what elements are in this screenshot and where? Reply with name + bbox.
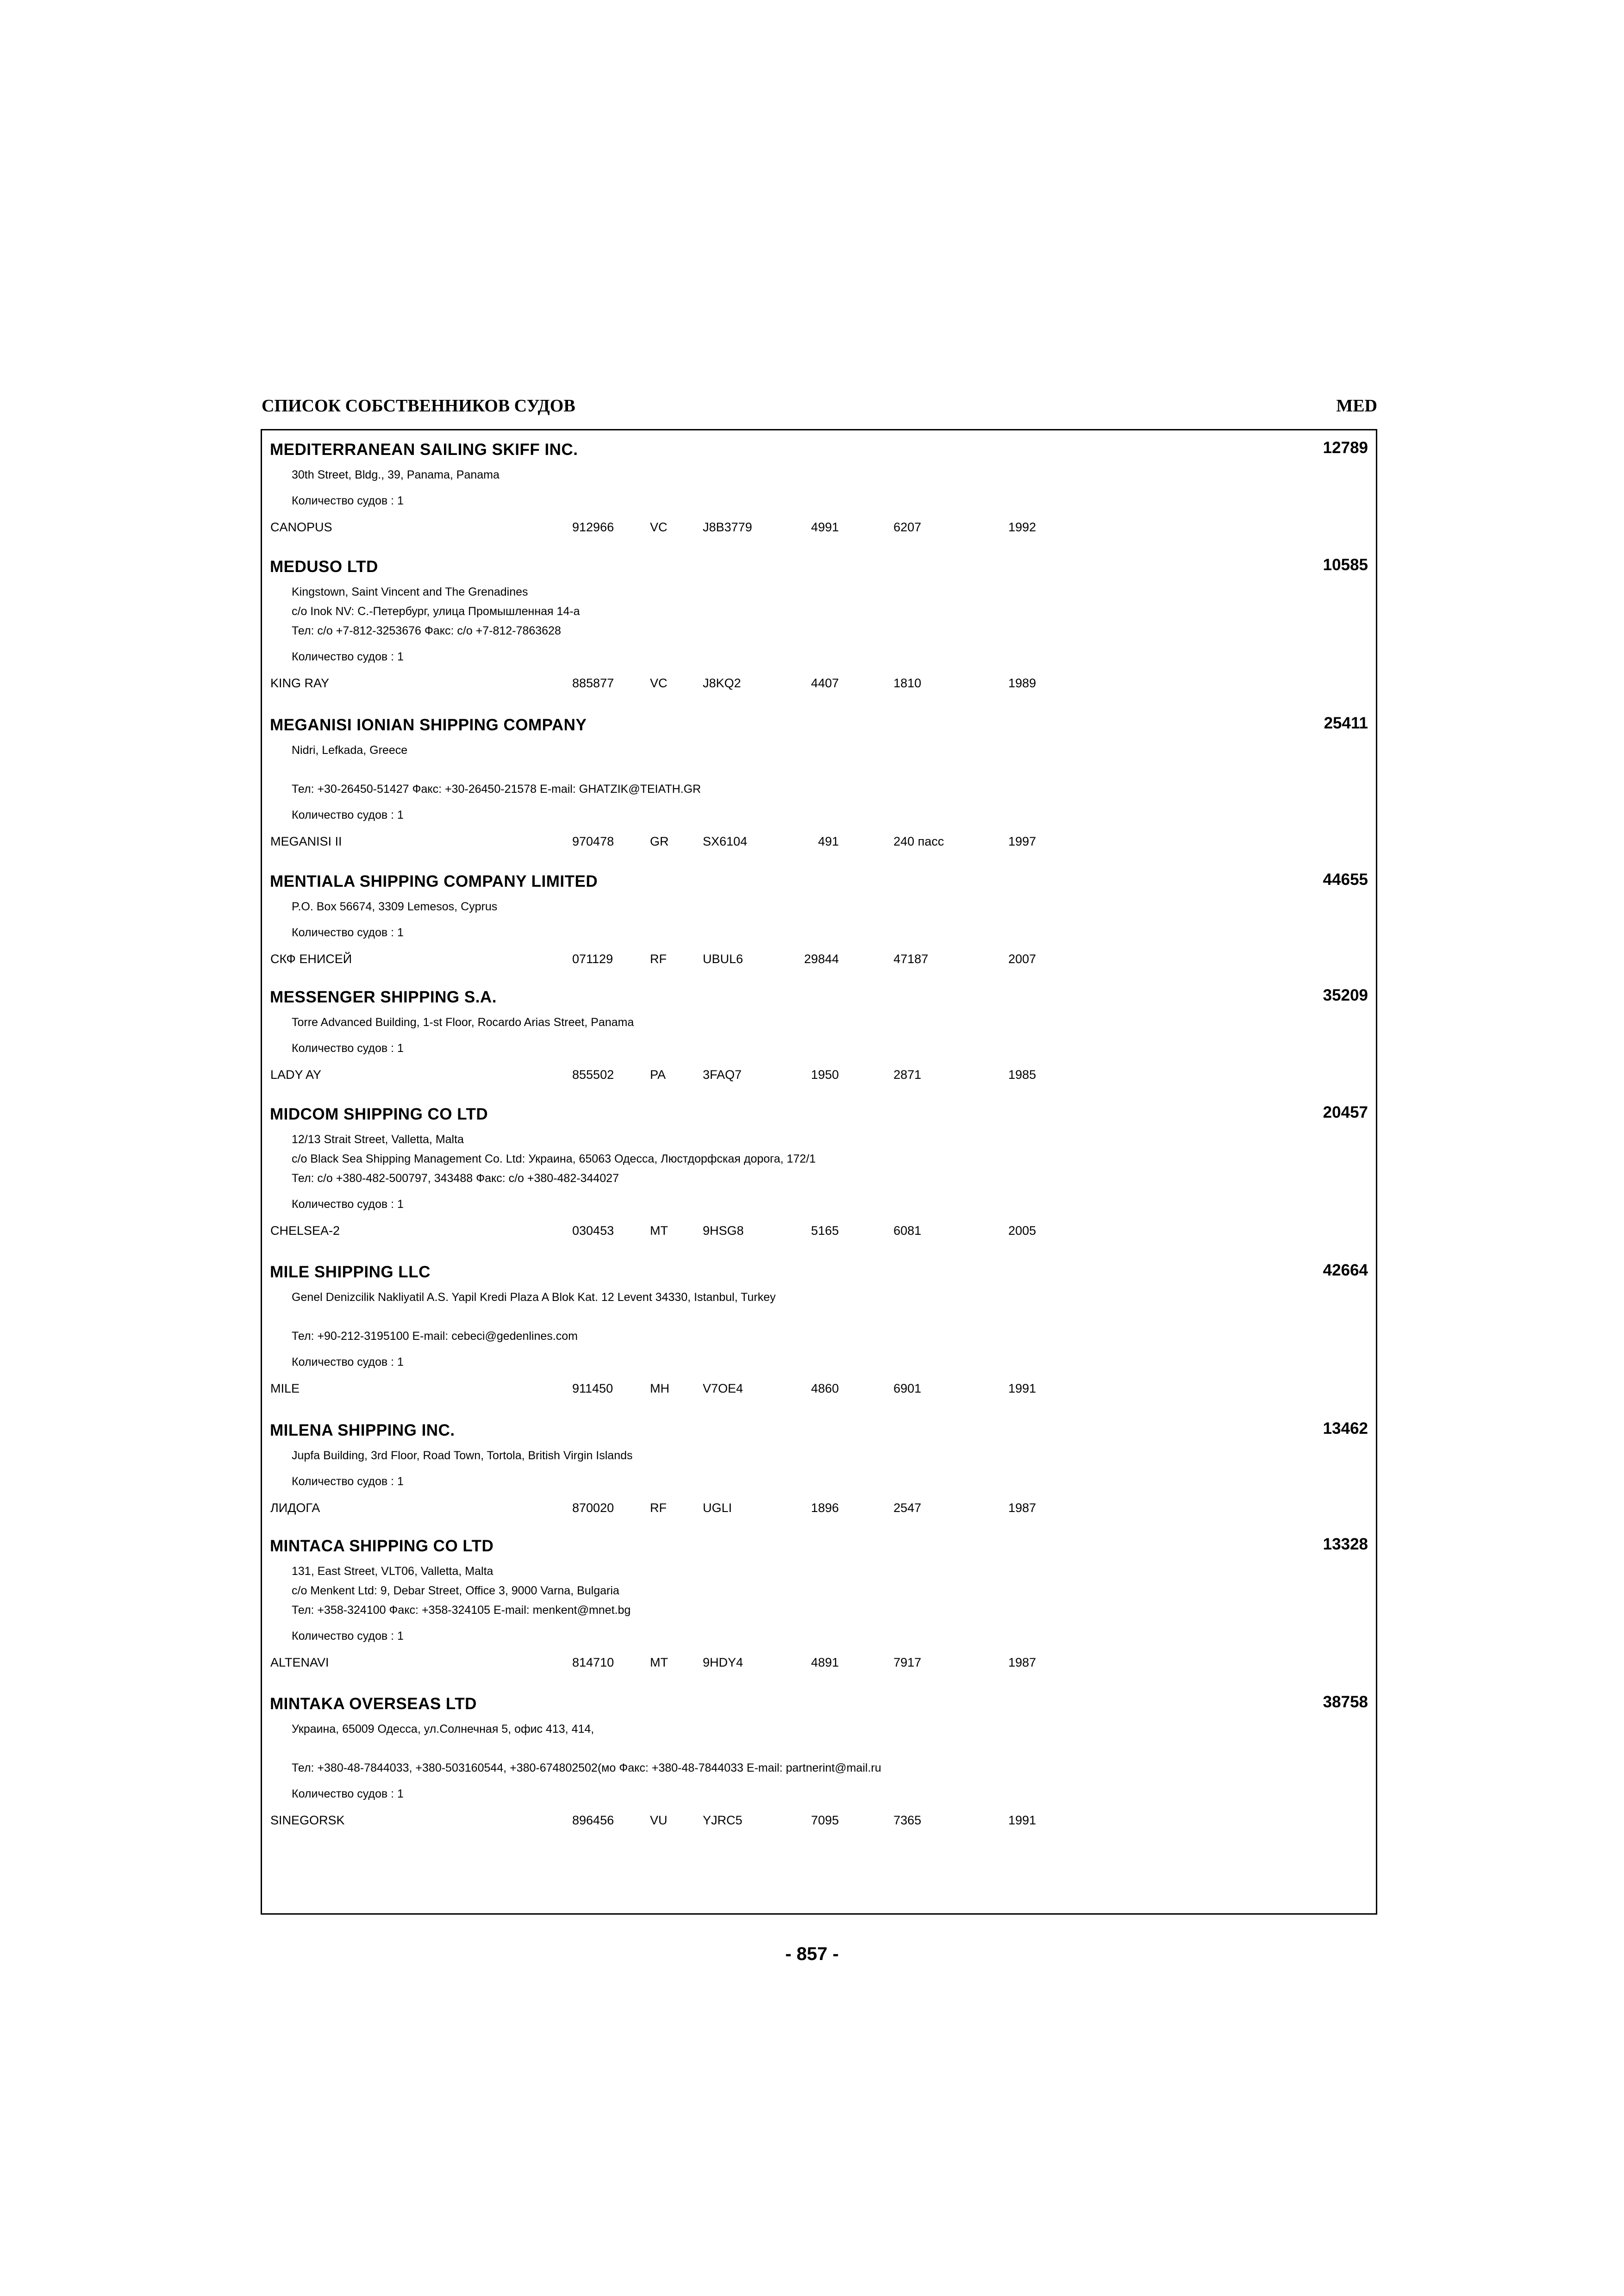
ship-build-year: 1985 — [1008, 1068, 1037, 1082]
section-code: MED — [1336, 396, 1377, 416]
company-name: MENTIALA SHIPPING COMPANY LIMITED — [270, 872, 598, 890]
ship-callsign: YJRC5 — [703, 1813, 743, 1827]
ship-imo: 814710 — [572, 1655, 614, 1669]
ship-flag: MT — [650, 1224, 668, 1238]
ship-gross-tonnage: 7095 — [811, 1813, 839, 1827]
address-line: 30th Street, Bldg., 39, Panama, Panama — [292, 468, 500, 481]
address-line: Тел: +380-48-7844033, +380-503160544, +380-674802502(мо Факс: +380-48-7844033 E-mail: partnerint@mail.ru — [292, 1761, 881, 1774]
ship-count: Количество судов : 1 — [292, 1042, 404, 1055]
ship-count: Количество судов : 1 — [292, 1356, 404, 1369]
ship-imo: 912966 — [572, 520, 614, 534]
ship-deadweight: 47187 — [893, 952, 929, 966]
registry-number: 42664 — [1323, 1261, 1368, 1279]
ship-imo: 870020 — [572, 1501, 614, 1515]
ship-flag: VC — [650, 676, 668, 690]
ship-deadweight: 240 пасс — [893, 834, 944, 848]
ship-gross-tonnage: 4991 — [811, 520, 839, 534]
ship-deadweight: 7917 — [893, 1655, 922, 1669]
ship-flag: GR — [650, 834, 669, 848]
address-line: Тел: +30-26450-51427 Факс: +30-26450-21578 E-mail: GHATZIK@TEIATH.GR — [292, 783, 701, 796]
ship-deadweight: 2871 — [893, 1068, 922, 1082]
ship-build-year: 1989 — [1008, 676, 1037, 690]
ship-name: ЛИДОГА — [270, 1501, 320, 1515]
address-line: c/o Menkent Ltd: 9, Debar Street, Office 3, 9000 Varna, Bulgaria — [292, 1584, 619, 1597]
ship-gross-tonnage: 5165 — [811, 1224, 839, 1238]
ship-flag: VC — [650, 520, 668, 534]
address-line: P.O. Box 56674, 3309 Lemesos, Cyprus — [292, 900, 498, 913]
ship-callsign: 9HDY4 — [703, 1655, 743, 1669]
ship-imo: 855502 — [572, 1068, 614, 1082]
address-line: Jupfa Building, 3rd Floor, Road Town, Tortola, British Virgin Islands — [292, 1449, 633, 1462]
ship-flag: MT — [650, 1655, 668, 1669]
ship-flag: MH — [650, 1381, 669, 1395]
ship-build-year: 2007 — [1008, 952, 1037, 966]
ship-gross-tonnage: 491 — [818, 834, 839, 848]
registry-number: 20457 — [1323, 1103, 1368, 1121]
ship-name: MILE — [270, 1381, 300, 1395]
ship-name: KING RAY — [270, 676, 330, 690]
ship-build-year: 1987 — [1008, 1501, 1037, 1515]
address-line: 131, East Street, VLT06, Valletta, Malta — [292, 1565, 493, 1578]
company-name: MILE SHIPPING LLC — [270, 1263, 431, 1281]
ship-imo: 885877 — [572, 676, 614, 690]
registry-number: 44655 — [1323, 871, 1368, 889]
ship-callsign: 3FAQ7 — [703, 1068, 742, 1082]
ship-deadweight: 2547 — [893, 1501, 922, 1515]
ship-imo: 071129 — [572, 952, 613, 966]
address-line: Тел: +358-324100 Факс: +358-324105 E-mail: menkent@mnet.bg — [292, 1604, 631, 1617]
registry-number: 12789 — [1323, 439, 1368, 457]
address-line: Nidri, Lefkada, Greece — [292, 744, 408, 757]
address-line: Украина, 65009 Одесса, ул.Солнечная 5, офис 413, 414, — [292, 1723, 594, 1736]
ship-count: Количество судов : 1 — [292, 926, 404, 939]
owner-entries — [262, 430, 1376, 1913]
ship-name: СКФ ЕНИСЕЙ — [270, 952, 352, 966]
ship-deadweight: 6901 — [893, 1381, 922, 1395]
ship-count: Количество судов : 1 — [292, 1787, 404, 1800]
ship-deadweight: 6207 — [893, 520, 922, 534]
ship-flag: RF — [650, 952, 667, 966]
ship-name: LADY AY — [270, 1068, 322, 1082]
registry-number: 13328 — [1323, 1535, 1368, 1553]
ship-count: Количество судов : 1 — [292, 809, 404, 821]
address-line: c/o Inok NV: С.-Петербург, улица Промышленная 14-а — [292, 605, 580, 618]
ship-callsign: UBUL6 — [703, 952, 743, 966]
address-line: Genel Denizcilik Nakliyatil A.S. Yapil Kredi Plaza A Blok Kat. 12 Levent 34330, Istanbul, Turkey — [292, 1291, 776, 1304]
ship-flag: PA — [650, 1068, 666, 1082]
ship-build-year: 1987 — [1008, 1655, 1037, 1669]
ship-build-year: 1991 — [1008, 1381, 1037, 1395]
ship-gross-tonnage: 4407 — [811, 676, 839, 690]
company-name: MILENA SHIPPING INC. — [270, 1421, 455, 1439]
ship-count: Количество судов : 1 — [292, 1630, 404, 1643]
ship-callsign: J8KQ2 — [703, 676, 741, 690]
ship-flag: VU — [650, 1813, 668, 1827]
ship-callsign: 9HSG8 — [703, 1224, 744, 1238]
ship-build-year: 1992 — [1008, 520, 1037, 534]
ship-callsign: SX6104 — [703, 834, 748, 848]
ship-gross-tonnage: 1896 — [811, 1501, 839, 1515]
address-line: Torre Advanced Building, 1-st Floor, Rocardo Arias Street, Panama — [292, 1016, 634, 1029]
registry-number: 10585 — [1323, 556, 1368, 574]
registry-number: 38758 — [1323, 1693, 1368, 1711]
ship-name: SINEGORSK — [270, 1813, 345, 1827]
ship-build-year: 2005 — [1008, 1224, 1037, 1238]
registry-number: 35209 — [1323, 986, 1368, 1004]
ship-callsign: J8B3779 — [703, 520, 752, 534]
address-line: Тел: +90-212-3195100 E-mail: cebeci@gedenlines.com — [292, 1330, 578, 1343]
address-line: c/o Black Sea Shipping Management Co. Ltd: Украина, 65063 Одесса, Люстдорфская дорога, 172/1 — [292, 1152, 816, 1165]
company-name: MEDUSO LTD — [270, 558, 378, 576]
page-header — [262, 396, 1377, 419]
ship-name: MEGANISI II — [270, 834, 342, 848]
ship-gross-tonnage: 4860 — [811, 1381, 839, 1395]
company-name: MESSENGER SHIPPING S.A. — [270, 988, 497, 1006]
ship-count: Количество судов : 1 — [292, 1198, 404, 1211]
ship-deadweight: 1810 — [893, 676, 922, 690]
company-name: MINTAKA OVERSEAS LTD — [270, 1695, 477, 1713]
address-line: Тел: c/o +7-812-3253676 Факс: c/o +7-812-7863628 — [292, 624, 561, 637]
ship-callsign: V7OE4 — [703, 1381, 743, 1395]
ship-build-year: 1991 — [1008, 1813, 1037, 1827]
ship-count: Количество судов : 1 — [292, 650, 404, 663]
address-line: 12/13 Strait Street, Valletta, Malta — [292, 1133, 464, 1146]
ship-count: Количество судов : 1 — [292, 494, 404, 507]
company-name: MEGANISI IONIAN SHIPPING COMPANY — [270, 716, 587, 734]
ship-gross-tonnage: 1950 — [811, 1068, 839, 1082]
ship-deadweight: 6081 — [893, 1224, 922, 1238]
ship-name: CANOPUS — [270, 520, 332, 534]
ship-imo: 896456 — [572, 1813, 614, 1827]
ship-imo: 911450 — [572, 1381, 613, 1395]
registry-number: 13462 — [1323, 1419, 1368, 1437]
ship-deadweight: 7365 — [893, 1813, 922, 1827]
ship-imo: 970478 — [572, 834, 614, 848]
company-name: MIDCOM SHIPPING CO LTD — [270, 1105, 488, 1123]
page-number: - 857 - — [785, 1944, 839, 1964]
listing-frame — [261, 429, 1377, 1915]
company-name: MINTACA SHIPPING CO LTD — [270, 1537, 494, 1555]
page-title: СПИСОК СОБСТВЕННИКОВ СУДОВ — [262, 396, 575, 416]
registry-number: 25411 — [1324, 714, 1368, 732]
ship-count: Количество судов : 1 — [292, 1475, 404, 1488]
ship-build-year: 1997 — [1008, 834, 1037, 848]
address-line: Тел: c/o +380-482-500797, 343488 Факс: c/o +380-482-344027 — [292, 1172, 619, 1185]
address-line: Kingstown, Saint Vincent and The Grenadines — [292, 585, 528, 598]
ship-gross-tonnage: 4891 — [811, 1655, 839, 1669]
company-name: MEDITERRANEAN SAILING SKIFF INC. — [270, 441, 578, 459]
ship-callsign: UGLI — [703, 1501, 732, 1515]
ship-imo: 030453 — [572, 1224, 614, 1238]
ship-name: CHELSEA-2 — [270, 1224, 340, 1238]
ship-flag: RF — [650, 1501, 667, 1515]
ship-gross-tonnage: 29844 — [804, 952, 839, 966]
ship-name: ALTENAVI — [270, 1655, 329, 1669]
